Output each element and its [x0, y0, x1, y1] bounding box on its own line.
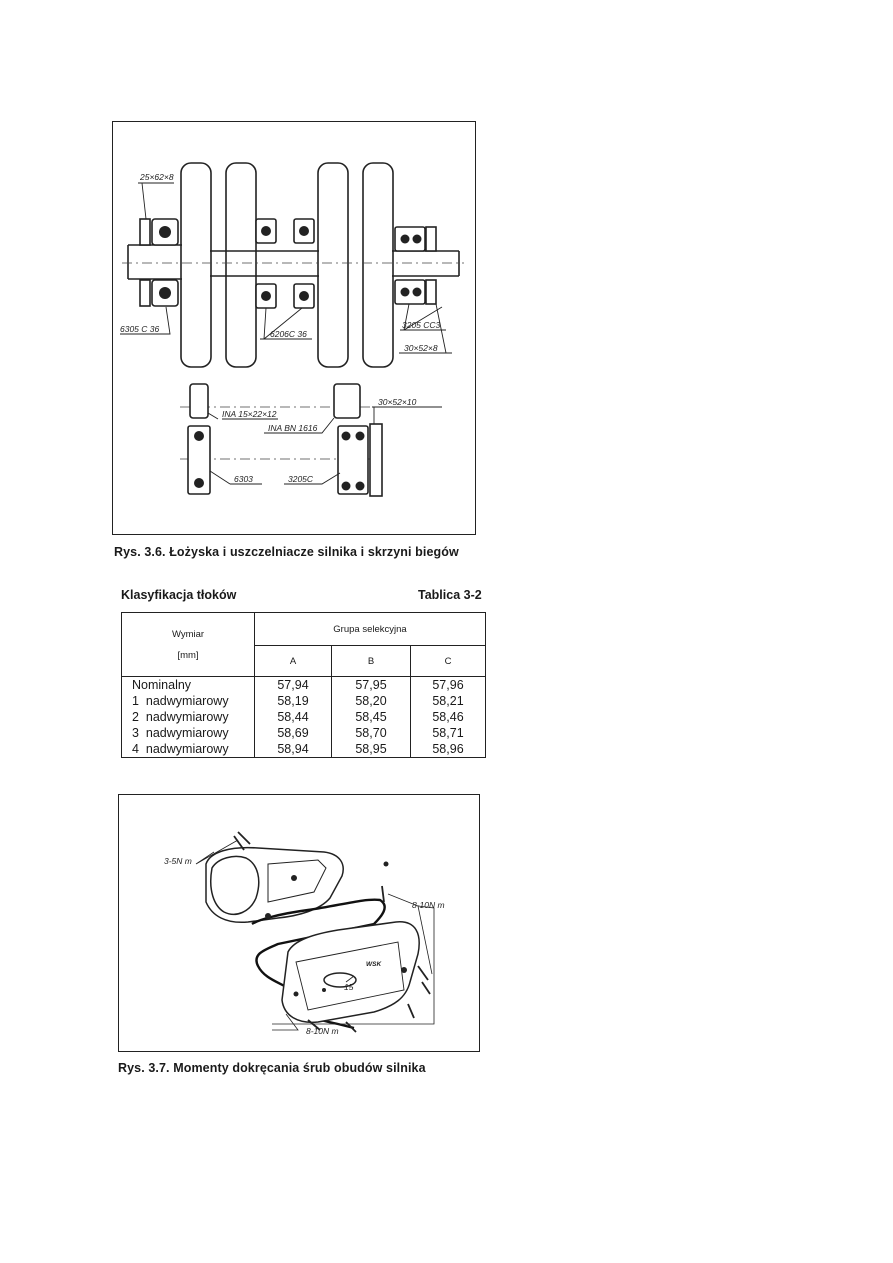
- cell-c: 58,46: [411, 709, 486, 725]
- table-title: Klasyfikacja tłoków: [121, 588, 237, 602]
- label-bearing-mid: 6206C 36: [270, 329, 307, 339]
- bearings-drawing: [112, 121, 476, 535]
- table-number: Tablica 3-2: [418, 588, 482, 602]
- figure-torque-caption: Rys. 3.7. Momenty dokręcania śrub obudów silnika: [118, 1061, 426, 1075]
- label-seal-right: 30×52×8: [404, 343, 438, 353]
- cell-a: 58,69: [255, 725, 332, 741]
- cell-c: 58,96: [411, 741, 486, 758]
- row-label: 3 nadwymiarowy: [132, 726, 229, 740]
- label-needle-2: INA BN 1616: [268, 423, 318, 433]
- row-label: 4 nadwymiarowy: [132, 742, 229, 756]
- header-unit: [mm]: [177, 649, 199, 661]
- label-bearing-right: 3205 CC3: [402, 320, 441, 330]
- piston-classification-table: [121, 612, 486, 758]
- header-dimension: Wymiar: [171, 628, 205, 640]
- cell-c: 58,21: [411, 693, 486, 709]
- gear-wheel-2: [226, 163, 256, 367]
- gear-wheel-1: [181, 163, 211, 367]
- label-bearing-3205c: 3205C: [288, 474, 314, 484]
- label-torque-cover: 3-5N m: [164, 856, 192, 866]
- table-row: [122, 741, 486, 758]
- seal-right-top: [426, 227, 436, 251]
- table-row: [122, 725, 486, 741]
- cell-a: 58,94: [255, 741, 332, 758]
- cell-a: 58,44: [255, 709, 332, 725]
- cell-b: 58,20: [332, 693, 411, 709]
- seal-lower: [370, 424, 382, 496]
- header-column-a: A: [255, 646, 332, 677]
- label-seal-left: 25×62×8: [140, 172, 174, 182]
- shaft-right: [392, 251, 459, 276]
- cell-c: 58,71: [411, 725, 486, 741]
- screw: [408, 1004, 414, 1018]
- header-column-c: C: [411, 646, 486, 677]
- label-bearing-left: 6305 C 36: [120, 324, 160, 334]
- cell-b: 58,45: [332, 709, 411, 725]
- cell-c: 57,96: [411, 677, 486, 694]
- label-seal-lower: 30×52×10: [378, 397, 417, 407]
- seal-left-bottom: [140, 280, 150, 306]
- row-label: 2 nadwymiarowy: [132, 710, 229, 724]
- cell-a: 58,19: [255, 693, 332, 709]
- gear-wheel-4: [363, 163, 393, 367]
- gear-wheel-3: [318, 163, 348, 367]
- table-row: [122, 709, 486, 725]
- label-brand: WSK: [366, 961, 382, 968]
- row-label: 1 nadwymiarowy: [132, 694, 229, 708]
- header-group: Grupa selekcyjna: [255, 613, 486, 646]
- cell-b: 57,95: [332, 677, 411, 694]
- seal-left-top: [140, 219, 150, 245]
- label-torque-top: 8-10N m: [412, 900, 445, 910]
- table-row: [122, 677, 486, 694]
- label-needle-1: INA 15×22×12: [222, 409, 277, 419]
- screw: [382, 886, 384, 902]
- header-dimension-cell: [122, 613, 255, 677]
- row-label: Nominalny: [132, 678, 192, 692]
- cell-b: 58,70: [332, 725, 411, 741]
- label-part-number: 15: [344, 982, 354, 992]
- seal-right-bottom: [426, 280, 436, 304]
- needle-bearing-1: [190, 384, 208, 418]
- engine-covers-drawing: [118, 794, 480, 1052]
- figure-bearings-caption: Rys. 3.6. Łożyska i uszczelniacze silnika i skrzyni biegów: [114, 545, 459, 559]
- table-row: [122, 693, 486, 709]
- screw: [418, 966, 428, 980]
- header-column-b: B: [332, 646, 411, 677]
- cell-b: 58,95: [332, 741, 411, 758]
- label-bearing-6303: 6303: [234, 474, 253, 484]
- label-torque-bottom: 8-10N m: [306, 1026, 339, 1036]
- screw: [422, 982, 430, 994]
- shaft-left: [128, 245, 182, 279]
- cell-a: 57,94: [255, 677, 332, 694]
- needle-bearing-2: [334, 384, 360, 418]
- screw: [238, 832, 250, 844]
